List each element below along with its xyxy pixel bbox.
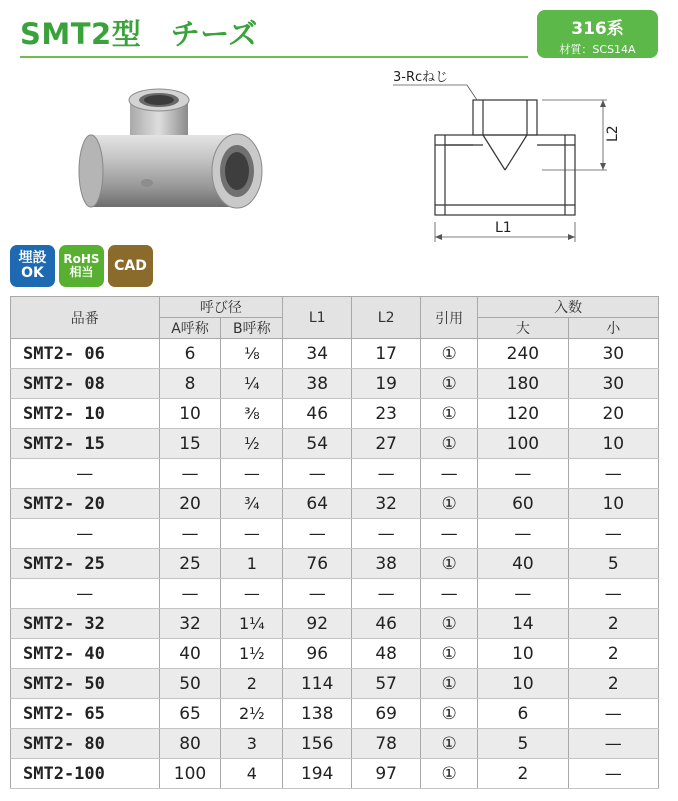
burial-ok-icon — [10, 245, 55, 287]
header-qty-small: 小 — [568, 318, 658, 339]
rohs-icon — [59, 245, 104, 287]
cell-b-size: 1½ — [221, 639, 283, 669]
cell-b-size: — — [221, 459, 283, 489]
material-label: 材質：SCS14A — [559, 43, 636, 56]
cell-qty-small: 30 — [568, 339, 658, 369]
cell-qty-small: — — [568, 579, 658, 609]
cell-l2: 97 — [352, 759, 421, 789]
cell-l1: — — [283, 459, 352, 489]
page-title: SMT2型 チーズ — [20, 17, 258, 51]
badge-line: 埋設 — [18, 250, 47, 267]
cell-qty-large: 40 — [478, 549, 568, 579]
cell-qty-small: 2 — [568, 669, 658, 699]
cell-ref: ① — [421, 609, 478, 639]
cell-qty-small: — — [568, 729, 658, 759]
header-l1: L1 — [283, 297, 352, 339]
cell-a-size: 20 — [159, 489, 221, 519]
cell-b-size: ½ — [221, 429, 283, 459]
cell-part-no: SMT2- 32 — [11, 609, 160, 639]
cell-part-no: SMT2- 65 — [11, 699, 160, 729]
cell-part-no: SMT2- 10 — [11, 399, 160, 429]
cell-part-no: SMT2- 20 — [11, 489, 160, 519]
cell-l1: 46 — [283, 399, 352, 429]
cell-qty-small: — — [568, 699, 658, 729]
cell-a-size: — — [159, 459, 221, 489]
cell-l2: — — [352, 459, 421, 489]
cell-l1: 114 — [283, 669, 352, 699]
cell-l1: 54 — [283, 429, 352, 459]
cell-l2: 48 — [352, 639, 421, 669]
cell-ref: ① — [421, 699, 478, 729]
cell-part-no: SMT2- 80 — [11, 729, 160, 759]
cell-part-no: SMT2-100 — [11, 759, 160, 789]
cell-qty-large: — — [478, 519, 568, 549]
cell-part-no: SMT2- 06 — [11, 339, 160, 369]
table-row — [11, 729, 659, 759]
header-qty: 入数 — [478, 297, 659, 318]
header-a-size: A呼称 — [159, 318, 221, 339]
cell-l1: 194 — [283, 759, 352, 789]
cell-b-size: ¾ — [221, 489, 283, 519]
cell-a-size: 32 — [159, 609, 221, 639]
cell-qty-large: 2 — [478, 759, 568, 789]
table-row — [11, 429, 659, 459]
cell-l1: 64 — [283, 489, 352, 519]
cell-l2: 19 — [352, 369, 421, 399]
table-row — [11, 759, 659, 789]
table-row — [11, 519, 659, 549]
badge-line: 相当 — [69, 265, 94, 279]
cell-a-size: — — [159, 519, 221, 549]
spec-table-body — [11, 339, 659, 789]
table-row — [11, 549, 659, 579]
cell-l2: 46 — [352, 609, 421, 639]
cell-l1: 92 — [283, 609, 352, 639]
cell-part-no: — — [11, 459, 160, 489]
cell-qty-large: 10 — [478, 639, 568, 669]
header-nominal: 呼び径 — [159, 297, 283, 318]
table-row — [11, 579, 659, 609]
cell-a-size: — — [159, 579, 221, 609]
cell-a-size: 15 — [159, 429, 221, 459]
cell-ref: ① — [421, 369, 478, 399]
table-row — [11, 459, 659, 489]
cell-b-size: 4 — [221, 759, 283, 789]
cell-qty-large: — — [478, 459, 568, 489]
spec-table — [10, 296, 659, 789]
title-rule — [20, 56, 528, 58]
cell-qty-large: 10 — [478, 669, 568, 699]
cell-a-size: 6 — [159, 339, 221, 369]
cell-ref: — — [421, 519, 478, 549]
cell-part-no: SMT2- 40 — [11, 639, 160, 669]
cell-part-no: SMT2- 50 — [11, 669, 160, 699]
cell-part-no: SMT2- 08 — [11, 369, 160, 399]
cell-part-no: SMT2- 15 — [11, 429, 160, 459]
cell-part-no: — — [11, 579, 160, 609]
cell-a-size: 65 — [159, 699, 221, 729]
cell-l2: 78 — [352, 729, 421, 759]
cell-b-size: ⅛ — [221, 339, 283, 369]
cell-qty-small: 2 — [568, 609, 658, 639]
cell-l1: 76 — [283, 549, 352, 579]
cell-qty-small: 10 — [568, 489, 658, 519]
cell-l2: 38 — [352, 549, 421, 579]
cell-qty-large: 100 — [478, 429, 568, 459]
cell-b-size: — — [221, 519, 283, 549]
badge-line: OK — [21, 265, 44, 281]
header-part-no: 品番 — [11, 297, 160, 339]
table-row — [11, 639, 659, 669]
cell-qty-large: 60 — [478, 489, 568, 519]
table-row — [11, 609, 659, 639]
table-row — [11, 699, 659, 729]
table-row — [11, 339, 659, 369]
table-row — [11, 399, 659, 429]
cell-ref: ① — [421, 339, 478, 369]
dimension-drawing — [385, 70, 625, 260]
cell-qty-large: 180 — [478, 369, 568, 399]
cell-ref: ① — [421, 399, 478, 429]
cell-qty-small: 2 — [568, 639, 658, 669]
cad-icon[interactable] — [108, 245, 153, 287]
table-row — [11, 369, 659, 399]
cell-b-size: 3 — [221, 729, 283, 759]
cell-b-size: ¼ — [221, 369, 283, 399]
cell-l2: 69 — [352, 699, 421, 729]
cell-l1: 96 — [283, 639, 352, 669]
cell-qty-small: — — [568, 459, 658, 489]
cell-b-size: 2½ — [221, 699, 283, 729]
cell-ref: — — [421, 579, 478, 609]
cell-qty-large: 120 — [478, 399, 568, 429]
cell-qty-large: 240 — [478, 339, 568, 369]
cell-l2: 57 — [352, 669, 421, 699]
cell-qty-large: 5 — [478, 729, 568, 759]
cell-b-size: 1¼ — [221, 609, 283, 639]
cell-ref: ① — [421, 729, 478, 759]
header-ref: 引用 — [421, 297, 478, 339]
cell-a-size: 8 — [159, 369, 221, 399]
series-badge — [537, 10, 658, 58]
cell-ref: ① — [421, 669, 478, 699]
series-label: 316系 — [571, 19, 624, 39]
cell-ref: ① — [421, 429, 478, 459]
cell-l2: — — [352, 579, 421, 609]
thread-label: 3-Rcねじ — [393, 70, 449, 85]
header-b-size: B呼称 — [221, 318, 283, 339]
cell-a-size: 25 — [159, 549, 221, 579]
badge-row — [10, 245, 153, 287]
cell-ref: ① — [421, 639, 478, 669]
cell-l2: 23 — [352, 399, 421, 429]
cell-l1: 156 — [283, 729, 352, 759]
product-photo — [75, 85, 275, 225]
header-qty-large: 大 — [478, 318, 568, 339]
cell-qty-large: — — [478, 579, 568, 609]
badge-line: CAD — [114, 257, 147, 274]
cell-qty-small: 20 — [568, 399, 658, 429]
cell-qty-large: 14 — [478, 609, 568, 639]
cell-a-size: 80 — [159, 729, 221, 759]
cell-l2: 32 — [352, 489, 421, 519]
cell-part-no: — — [11, 519, 160, 549]
cell-ref: ① — [421, 489, 478, 519]
cell-b-size: — — [221, 579, 283, 609]
l2-label: L2 — [605, 125, 621, 142]
cell-ref: ① — [421, 549, 478, 579]
cell-ref: ① — [421, 759, 478, 789]
cell-b-size: ⅜ — [221, 399, 283, 429]
table-row — [11, 489, 659, 519]
cell-qty-small: 5 — [568, 549, 658, 579]
cell-ref: — — [421, 459, 478, 489]
cell-qty-small: 30 — [568, 369, 658, 399]
cell-qty-small: 10 — [568, 429, 658, 459]
cell-l2: 27 — [352, 429, 421, 459]
cell-l1: 138 — [283, 699, 352, 729]
table-row — [11, 669, 659, 699]
cell-l1: 38 — [283, 369, 352, 399]
cell-l1: — — [283, 519, 352, 549]
cell-l1: — — [283, 579, 352, 609]
cell-part-no: SMT2- 25 — [11, 549, 160, 579]
cell-b-size: 1 — [221, 549, 283, 579]
badge-line: RoHS — [63, 252, 100, 267]
cell-a-size: 10 — [159, 399, 221, 429]
cell-l2: — — [352, 519, 421, 549]
l1-label: L1 — [495, 220, 512, 236]
header-l2: L2 — [352, 297, 421, 339]
cell-l1: 34 — [283, 339, 352, 369]
cell-l2: 17 — [352, 339, 421, 369]
cell-b-size: 2 — [221, 669, 283, 699]
cell-a-size: 50 — [159, 669, 221, 699]
cell-qty-small: — — [568, 759, 658, 789]
cell-qty-small: — — [568, 519, 658, 549]
cell-a-size: 40 — [159, 639, 221, 669]
cell-qty-large: 6 — [478, 699, 568, 729]
cell-a-size: 100 — [159, 759, 221, 789]
